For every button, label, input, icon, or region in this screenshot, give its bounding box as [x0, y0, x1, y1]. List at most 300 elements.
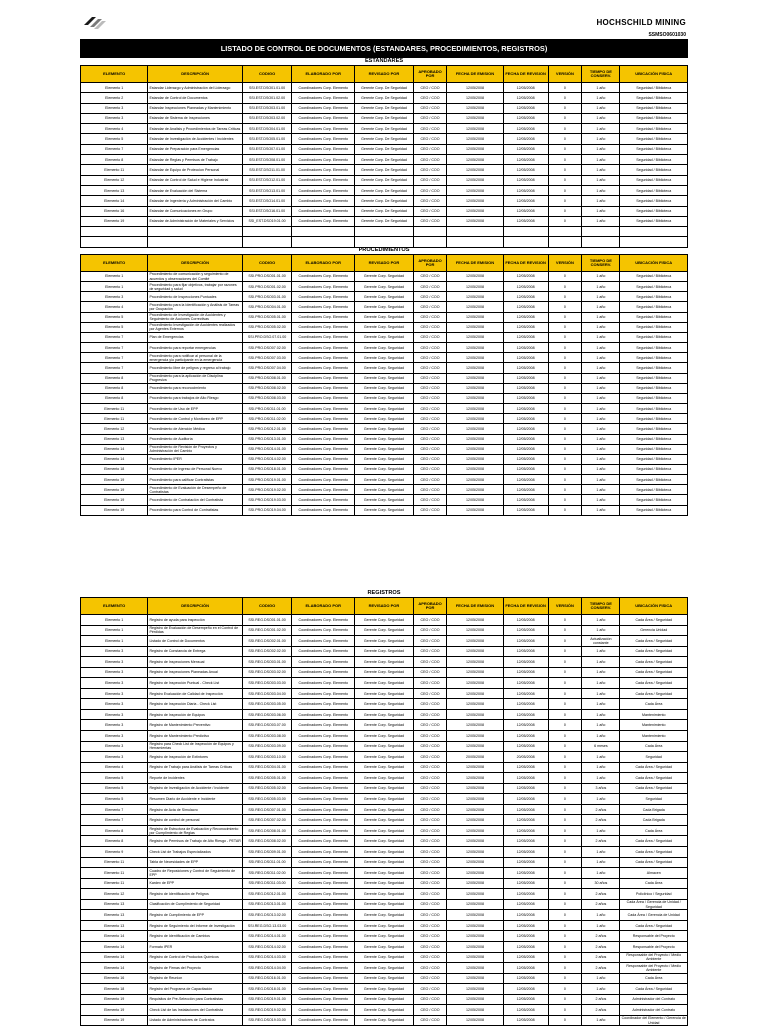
- cell-elemento: Elemento 14: [81, 444, 148, 454]
- cell-ubicacion: Cada Área / Seguridad: [620, 836, 688, 847]
- cell-emision: 12/05/2008: [447, 636, 503, 647]
- cell-revisado: Gerente Corp. Seguridad: [355, 434, 413, 444]
- cell-emision: 12/05/2008: [447, 165, 503, 175]
- cell-elaborado: Coordinadores Corp. Elemento: [292, 444, 355, 454]
- cell-revision: 12/05/2008: [503, 857, 548, 868]
- cell-descripcion: Estandar de Investigación de Accidentes / Incidentes: [148, 134, 242, 144]
- cell-elaborado: Coordinadores Corp. Elemento: [292, 185, 355, 195]
- cell-version: 0: [548, 393, 582, 403]
- cell-ubicacion: Seguridad / Biblioteca: [620, 103, 688, 113]
- cell-descripcion: Procedimiento de Revisión de Proyectos y Administración del Cambio: [148, 444, 242, 454]
- cell-elemento: Elemento 14: [81, 952, 148, 963]
- cell-descripcion: Formato IPER: [148, 941, 242, 952]
- cell-elaborado: Coordinadores Corp. Elemento: [292, 941, 355, 952]
- cell-emision: 12/05/2008: [447, 709, 503, 720]
- cell-version: 0: [548, 731, 582, 742]
- cell-emision: 12/05/2008: [447, 196, 503, 206]
- cell-aprobado: CEO / COO: [413, 206, 447, 216]
- cell-aprobado: CEO / COO: [413, 464, 447, 474]
- cell-version: 0: [548, 836, 582, 847]
- cell-version: 0: [548, 485, 582, 495]
- table-row: [81, 83, 688, 93]
- cell-ubicacion: Administrador del Contrato: [620, 1005, 688, 1016]
- cell-conserv: 1 año: [582, 373, 620, 383]
- cell-version: [548, 237, 582, 247]
- table-row: [81, 941, 688, 952]
- cell-aprobado: CEO / COO: [413, 931, 447, 942]
- cell-codigo: SSI.REG.DSO14.04.00: [242, 963, 291, 974]
- cell-aprobado: CEO / COO: [413, 485, 447, 495]
- cell-emision: 12/05/2008: [447, 667, 503, 678]
- cell-elemento: Elemento 16: [81, 206, 148, 216]
- cell-aprobado: CEO / COO: [413, 741, 447, 752]
- cell-elaborado: Coordinadores Corp. Elemento: [292, 485, 355, 495]
- column-header: FECHA DE REVISION: [503, 255, 548, 272]
- cell-revisado: Gerente Corp. Seguridad: [355, 615, 413, 626]
- column-header: FECHA DE REVISION: [503, 66, 548, 83]
- cell-elemento: [81, 237, 148, 247]
- cell-revisado: Gerente Corp. Seguridad: [355, 709, 413, 720]
- cell-version: 0: [548, 857, 582, 868]
- cell-descripcion: Procedimiento Investigación de Accidentes realizados por Agentes Externos: [148, 322, 242, 332]
- cell-version: 0: [548, 825, 582, 836]
- cell-revisado: Gerente Corp. Seguridad: [355, 910, 413, 921]
- cell-descripcion: Registro de Trabajo para Análisis de Tareas Críticas: [148, 762, 242, 773]
- cell-descripcion: Procedimiento de Auditoría: [148, 434, 242, 444]
- cell-elemento: Elemento 11: [81, 404, 148, 414]
- cell-descripcion: Registro de Firmas del Proyecto: [148, 963, 242, 974]
- cell-aprobado: CEO / COO: [413, 424, 447, 434]
- cell-ubicacion: Responsable del Proyecto / Medio Ambiente: [620, 952, 688, 963]
- cell-version: 0: [548, 383, 582, 393]
- cell-revision: 12/05/2008: [503, 868, 548, 879]
- cell-revision: 12/05/2008: [503, 155, 548, 165]
- cell-emision: 12/05/2008: [447, 292, 503, 302]
- cell-emision: 12/05/2008: [447, 657, 503, 668]
- cell-elaborado: Coordinadores Corp. Elemento: [292, 952, 355, 963]
- cell-version: 0: [548, 804, 582, 815]
- cell-ubicacion: Cada Área / Seguridad: [620, 657, 688, 668]
- cell-elaborado: Coordinadores Corp. Elemento: [292, 155, 355, 165]
- cell-codigo: SSI.REG.DSO09.01.00: [242, 847, 291, 858]
- cell-elemento: Elemento 7: [81, 815, 148, 826]
- cell-codigo: SSI.EST.DSO01.02.00: [242, 93, 291, 103]
- cell-aprobado: CEO / COO: [413, 952, 447, 963]
- cell-emision: 12/05/2008: [447, 332, 503, 342]
- cell-aprobado: CEO / COO: [413, 731, 447, 742]
- cell-conserv: 2 años: [582, 941, 620, 952]
- cell-descripcion: Procedimiento para calificar Contratistas: [148, 475, 242, 485]
- cell-emision: 12/05/2008: [447, 741, 503, 752]
- cell-revisado: [355, 227, 413, 237]
- cell-codigo: SSI.REG.DSO05.03.00: [242, 794, 291, 805]
- cell-descripcion: Estandar de Control de Documentos: [148, 93, 242, 103]
- cell-revision: 12/05/2008: [503, 393, 548, 403]
- cell-revisado: Gerente Corp. Seguridad: [355, 363, 413, 373]
- cell-version: 0: [548, 302, 582, 312]
- cell-codigo: SSI.PRO.DSO05.02.00: [242, 322, 291, 332]
- cell-descripcion: Registro Evaluación de Calidad de Inspección: [148, 688, 242, 699]
- cell-aprobado: CEO / COO: [413, 868, 447, 879]
- cell-descripcion: Registro de Inspección Puntual - Check List: [148, 678, 242, 689]
- cell-descripcion: Estandar Inspecciones Planeadas y Mantenimiento: [148, 103, 242, 113]
- cell-revision: 12/05/2008: [503, 973, 548, 984]
- cell-descripcion: Estandar de Comunicaciones en Grupo: [148, 206, 242, 216]
- cell-version: 0: [548, 973, 582, 984]
- cell-aprobado: CEO / COO: [413, 657, 447, 668]
- cell-codigo: SSI.EST.DSO16.01.00: [242, 206, 291, 216]
- cell-elemento: Elemento 19: [81, 994, 148, 1005]
- cell-codigo: SSI.REG.DSO05.01.00: [242, 773, 291, 784]
- cell-elaborado: Coordinadores Corp. Elemento: [292, 272, 355, 282]
- cell-descripcion: Registro de Permisos de Trabajo de Alto Riesgo - PETAR: [148, 836, 242, 847]
- cell-revisado: Gerente Corp. Seguridad: [355, 1015, 413, 1026]
- cell-revisado: Gerente Corp. Seguridad: [355, 495, 413, 505]
- table-row: [81, 282, 688, 292]
- cell-elemento: Elemento 3: [81, 657, 148, 668]
- cell-codigo: SSI.EST.DSO03.01.00: [242, 103, 291, 113]
- cell-emision: 12/05/2008: [447, 373, 503, 383]
- table-row: [81, 454, 688, 464]
- cell-elaborado: Coordinadores Corp. Elemento: [292, 414, 355, 424]
- cell-revisado: Gerente Corp. Seguridad: [355, 931, 413, 942]
- cell-codigo: SSI.REG.DSO12.01.00: [242, 889, 291, 900]
- cell-aprobado: CEO / COO: [413, 889, 447, 900]
- cell-descripcion: Registro para Check List de Inspección de Equipos y Herramientas: [148, 741, 242, 752]
- cell-revision: 12/05/2008: [503, 646, 548, 657]
- column-header: TIEMPO DE CONSERV.: [582, 66, 620, 83]
- cell-revisado: Gerente Corp. Seguridad: [355, 343, 413, 353]
- cell-elemento: Elemento 8: [81, 393, 148, 403]
- cell-descripcion: Procedimiento para Control de Contratistas: [148, 505, 242, 515]
- cell-version: 0: [548, 322, 582, 332]
- column-header: REVISADO POR: [355, 66, 413, 83]
- cell-codigo: SSI.REG.DSO13.02.00: [242, 910, 291, 921]
- cell-descripcion: Registro de Identificación de Peligros: [148, 889, 242, 900]
- cell-elemento: Elemento 3: [81, 678, 148, 689]
- cell-ubicacion: Seguridad / Biblioteca: [620, 414, 688, 424]
- cell-revisado: Gerente Corp. De Seguridad: [355, 113, 413, 123]
- cell-descripcion: Registro de Inspecciones Mensual: [148, 657, 242, 668]
- cell-version: 0: [548, 206, 582, 216]
- cell-elemento: Elemento 19: [81, 216, 148, 226]
- cell-revisado: Gerente Corp. Seguridad: [355, 836, 413, 847]
- cell-codigo: SSI.PRO.DSO11.02.00: [242, 414, 291, 424]
- cell-revisado: Gerente Corp. Seguridad: [355, 393, 413, 403]
- cell-revisado: Gerente Corp. De Seguridad: [355, 175, 413, 185]
- cell-elemento: Elemento 13: [81, 434, 148, 444]
- cell-codigo: SSI.PRO.DSO07.04.00: [242, 363, 291, 373]
- cell-revision: 12/05/2008: [503, 185, 548, 195]
- cell-revisado: Gerente Corp. Seguridad: [355, 505, 413, 515]
- table-row: [81, 615, 688, 626]
- column-header: DESCRIPCIÓN: [148, 598, 242, 615]
- cell-conserv: 1 año: [582, 794, 620, 805]
- cell-codigo: SSI.EST.DSO04.01.00: [242, 124, 291, 134]
- cell-descripcion: Plan de Emergencias: [148, 332, 242, 342]
- cell-elemento: Elemento 19: [81, 485, 148, 495]
- cell-aprobado: CEO / COO: [413, 475, 447, 485]
- cell-elaborado: Coordinadores Corp. Elemento: [292, 196, 355, 206]
- cell-revisado: Gerente Corp. Seguridad: [355, 804, 413, 815]
- cell-elemento: Elemento 7: [81, 332, 148, 342]
- cell-conserv: 1 año: [582, 847, 620, 858]
- cell-version: 0: [548, 495, 582, 505]
- cell-ubicacion: Cada Área / Seguridad: [620, 920, 688, 931]
- cell-aprobado: CEO / COO: [413, 505, 447, 515]
- cell-aprobado: CEO / COO: [413, 752, 447, 763]
- cell-ubicacion: Gerencia Unidad: [620, 625, 688, 636]
- cell-revisado: Gerente Corp. Seguridad: [355, 794, 413, 805]
- cell-revisado: Gerente Corp. Seguridad: [355, 414, 413, 424]
- cell-revision: 12/05/2008: [503, 414, 548, 424]
- cell-ubicacion: Cada Área: [620, 699, 688, 710]
- cell-descripcion: Registro de ayuda para inspección: [148, 615, 242, 626]
- cell-version: 0: [548, 709, 582, 720]
- cell-descripcion: Registro de Seguimiento del Informe de Investigación: [148, 920, 242, 931]
- cell-revisado: Gerente Corp. De Seguridad: [355, 124, 413, 134]
- cell-aprobado: CEO / COO: [413, 83, 447, 93]
- table-row: [81, 857, 688, 868]
- cell-revisado: Gerente Corp. Seguridad: [355, 485, 413, 495]
- cell-elaborado: Coordinadores Corp. Elemento: [292, 1015, 355, 1026]
- table-row: [81, 657, 688, 668]
- cell-ubicacion: Seguridad / Biblioteca: [620, 464, 688, 474]
- cell-aprobado: CEO / COO: [413, 636, 447, 647]
- cell-elemento: Elemento 14: [81, 941, 148, 952]
- cell-revision: 12/05/2008: [503, 206, 548, 216]
- section-label: REGISTROS: [367, 590, 401, 596]
- column-header: VERSIÓN: [548, 255, 582, 272]
- table-row: [81, 868, 688, 879]
- cell-codigo: SSI.REG.DSO07.02.00: [242, 815, 291, 826]
- table-row: [81, 113, 688, 123]
- cell-elemento: Elemento 19: [81, 505, 148, 515]
- table-row: [81, 134, 688, 144]
- cell-ubicacion: Seguridad / Biblioteca: [620, 332, 688, 342]
- cell-revision: 12/05/2008: [503, 464, 548, 474]
- cell-aprobado: CEO / COO: [413, 984, 447, 995]
- table-row: [81, 699, 688, 710]
- cell-descripcion: Procedimiento IPER: [148, 454, 242, 464]
- cell-revisado: Gerente Corp. De Seguridad: [355, 155, 413, 165]
- cell-ubicacion: Seguridad / Biblioteca: [620, 444, 688, 454]
- cell-ubicacion: Cada Área: [620, 973, 688, 984]
- cell-elaborado: Coordinadores Corp. Elemento: [292, 646, 355, 657]
- cell-revisado: Gerente Corp. De Seguridad: [355, 206, 413, 216]
- table-row: [81, 847, 688, 858]
- cell-aprobado: CEO / COO: [413, 973, 447, 984]
- cell-aprobado: CEO / COO: [413, 144, 447, 154]
- cell-aprobado: CEO / COO: [413, 444, 447, 454]
- cell-descripcion: [148, 237, 242, 247]
- table-row: [81, 731, 688, 742]
- cell-version: 0: [548, 332, 582, 342]
- cell-ubicacion: Seguridad / Biblioteca: [620, 185, 688, 195]
- cell-elaborado: Coordinadores Corp. Elemento: [292, 424, 355, 434]
- cell-version: 0: [548, 373, 582, 383]
- cell-conserv: 1 año: [582, 343, 620, 353]
- cell-conserv: 1 año: [582, 699, 620, 710]
- cell-aprobado: CEO / COO: [413, 495, 447, 505]
- document-code: SSMSO0601030: [648, 32, 686, 38]
- table-row: [81, 144, 688, 154]
- cell-codigo: SSI.PRO.DSO07.02.00: [242, 343, 291, 353]
- cell-elaborado: Coordinadores Corp. Elemento: [292, 910, 355, 921]
- cell-version: 0: [548, 343, 582, 353]
- cell-elemento: Elemento 3: [81, 103, 148, 113]
- cell-emision: 12/05/2008: [447, 699, 503, 710]
- cell-ubicacion: Responsable del Proyecto: [620, 931, 688, 942]
- cell-emision: 12/05/2008: [447, 83, 503, 93]
- cell-ubicacion: Seguridad / Biblioteca: [620, 124, 688, 134]
- cell-version: [548, 227, 582, 237]
- cell-elemento: Elemento 1: [81, 636, 148, 647]
- cell-descripcion: Procedimiento de Uso de EPP: [148, 404, 242, 414]
- cell-elaborado: Coordinadores Corp. Elemento: [292, 495, 355, 505]
- cell-version: 0: [548, 1015, 582, 1026]
- cell-conserv: 1 año: [582, 424, 620, 434]
- cell-descripcion: Procedimiento para la aplicación de Disciplina Progresiva: [148, 373, 242, 383]
- cell-aprobado: [413, 237, 447, 247]
- cell-version: 0: [548, 952, 582, 963]
- cell-aprobado: CEO / COO: [413, 815, 447, 826]
- cell-elemento: Elemento 14: [81, 196, 148, 206]
- cell-descripcion: Estandar Liderazgo y Administración del Liderazgo: [148, 83, 242, 93]
- cell-elaborado: Coordinadores Corp. Elemento: [292, 825, 355, 836]
- cell-aprobado: CEO / COO: [413, 646, 447, 657]
- cell-ubicacion: Cada Brigada: [620, 804, 688, 815]
- column-header: UBICACIÓN FISICA: [620, 66, 688, 83]
- cell-emision: 12/05/2008: [447, 625, 503, 636]
- cell-descripcion: Procedimiento para reconocimiento: [148, 383, 242, 393]
- section-label: ESTANDARES: [364, 58, 404, 64]
- cell-elaborado: Coordinadores Corp. Elemento: [292, 847, 355, 858]
- cell-version: 0: [548, 424, 582, 434]
- column-header: ELEMENTO: [81, 255, 148, 272]
- column-header: ELEMENTO: [81, 66, 148, 83]
- cell-codigo: SSI.REG.DSO18.01.00: [242, 984, 291, 995]
- cell-aprobado: CEO / COO: [413, 343, 447, 353]
- cell-emision: 12/05/2008: [447, 878, 503, 889]
- table-row: [81, 794, 688, 805]
- table-row: [81, 910, 688, 921]
- cell-emision: 12/05/2008: [447, 282, 503, 292]
- cell-conserv: [582, 237, 620, 247]
- cell-revision: 12/05/2008: [503, 667, 548, 678]
- cell-conserv: 1 año: [582, 720, 620, 731]
- table-row: [81, 720, 688, 731]
- cell-revision: 12/05/2008: [503, 984, 548, 995]
- cell-ubicacion: Cada Área / Seguridad: [620, 857, 688, 868]
- cell-descripcion: Check List de las Instalaciones del Contratista: [148, 1005, 242, 1016]
- column-header: FECHA DE EMISION: [447, 255, 503, 272]
- cell-version: 0: [548, 475, 582, 485]
- cell-revision: 12/05/2008: [503, 952, 548, 963]
- cell-version: 0: [548, 1005, 582, 1016]
- cell-descripcion: Cuadro de Reposiciones y Control de Seguimiento de EPP: [148, 868, 242, 879]
- cell-version: 0: [548, 134, 582, 144]
- cell-ubicacion: Seguridad / Biblioteca: [620, 312, 688, 322]
- cell-emision: 12/05/2008: [447, 155, 503, 165]
- cell-conserv: 1 año: [582, 475, 620, 485]
- cell-revisado: Gerente Corp. De Seguridad: [355, 144, 413, 154]
- table-row: [81, 272, 688, 282]
- cell-revisado: Gerente Corp. Seguridad: [355, 282, 413, 292]
- cell-ubicacion: Cada Área / Seguridad: [620, 783, 688, 794]
- table-row: [81, 312, 688, 322]
- cell-emision: 12/05/2008: [447, 804, 503, 815]
- cell-version: 0: [548, 931, 582, 942]
- cell-codigo: SSI.REG.DSO07.01.00: [242, 804, 291, 815]
- cell-elemento: Elemento 14: [81, 454, 148, 464]
- cell-codigo: SSI.PRO.DSO19.03.00: [242, 495, 291, 505]
- cell-conserv: 1 año: [582, 322, 620, 332]
- cell-elemento: Elemento 13: [81, 185, 148, 195]
- cell-elemento: Elemento 3: [81, 709, 148, 720]
- cell-aprobado: CEO / COO: [413, 804, 447, 815]
- cell-version: 0: [548, 155, 582, 165]
- cell-emision: 12/05/2008: [447, 103, 503, 113]
- column-header: VERSIÓN: [548, 66, 582, 83]
- cell-version: 0: [548, 815, 582, 826]
- cell-elemento: Elemento 18: [81, 464, 148, 474]
- cell-emision: 12/05/2008: [447, 910, 503, 921]
- cell-conserv: 2 años: [582, 931, 620, 942]
- cell-emision: 12/05/2008: [447, 353, 503, 363]
- cell-ubicacion: [620, 227, 688, 237]
- cell-aprobado: CEO / COO: [413, 941, 447, 952]
- cell-ubicacion: Seguridad / Biblioteca: [620, 206, 688, 216]
- cell-version: 0: [548, 505, 582, 515]
- cell-revisado: Gerente Corp. Seguridad: [355, 720, 413, 731]
- cell-revision: 12/05/2008: [503, 343, 548, 353]
- cell-emision: 12/05/2008: [447, 475, 503, 485]
- cell-version: 0: [548, 83, 582, 93]
- cell-version: 0: [548, 984, 582, 995]
- cell-ubicacion: Seguridad / Biblioteca: [620, 404, 688, 414]
- cell-conserv: 1 año: [582, 615, 620, 626]
- cell-codigo: SSI.REG.DSO04.01.00: [242, 762, 291, 773]
- cell-revision: 12/05/2008: [503, 444, 548, 454]
- cell-conserv: 2 años: [582, 815, 620, 826]
- cell-revision: 12/05/2008: [503, 688, 548, 699]
- cell-revision: 12/05/2008: [503, 383, 548, 393]
- cell-revision: 12/05/2008: [503, 332, 548, 342]
- cell-revision: 12/05/2008: [503, 424, 548, 434]
- cell-elaborado: Coordinadores Corp. Elemento: [292, 963, 355, 974]
- cell-revision: 12/05/2008: [503, 272, 548, 282]
- cell-conserv: 1 año: [582, 485, 620, 495]
- cell-version: 0: [548, 783, 582, 794]
- table-row: [81, 404, 688, 414]
- table-row: [81, 475, 688, 485]
- cell-revisado: Gerente Corp. Seguridad: [355, 272, 413, 282]
- cell-revision: 12/05/2008: [503, 720, 548, 731]
- cell-codigo: SSI.REG.DSO05.02.00: [242, 783, 291, 794]
- cell-version: 0: [548, 312, 582, 322]
- cell-revision: 12/05/2008: [503, 678, 548, 689]
- cell-elemento: Elemento 3: [81, 699, 148, 710]
- cell-codigo: SSI.PRO.DSO19.02.00: [242, 485, 291, 495]
- cell-version: 0: [548, 175, 582, 185]
- cell-elemento: Elemento 11: [81, 857, 148, 868]
- cell-aprobado: CEO / COO: [413, 322, 447, 332]
- cell-elaborado: Coordinadores Corp. Elemento: [292, 144, 355, 154]
- table-row: [81, 984, 688, 995]
- cell-elaborado: [292, 227, 355, 237]
- cell-elaborado: Coordinadores Corp. Elemento: [292, 134, 355, 144]
